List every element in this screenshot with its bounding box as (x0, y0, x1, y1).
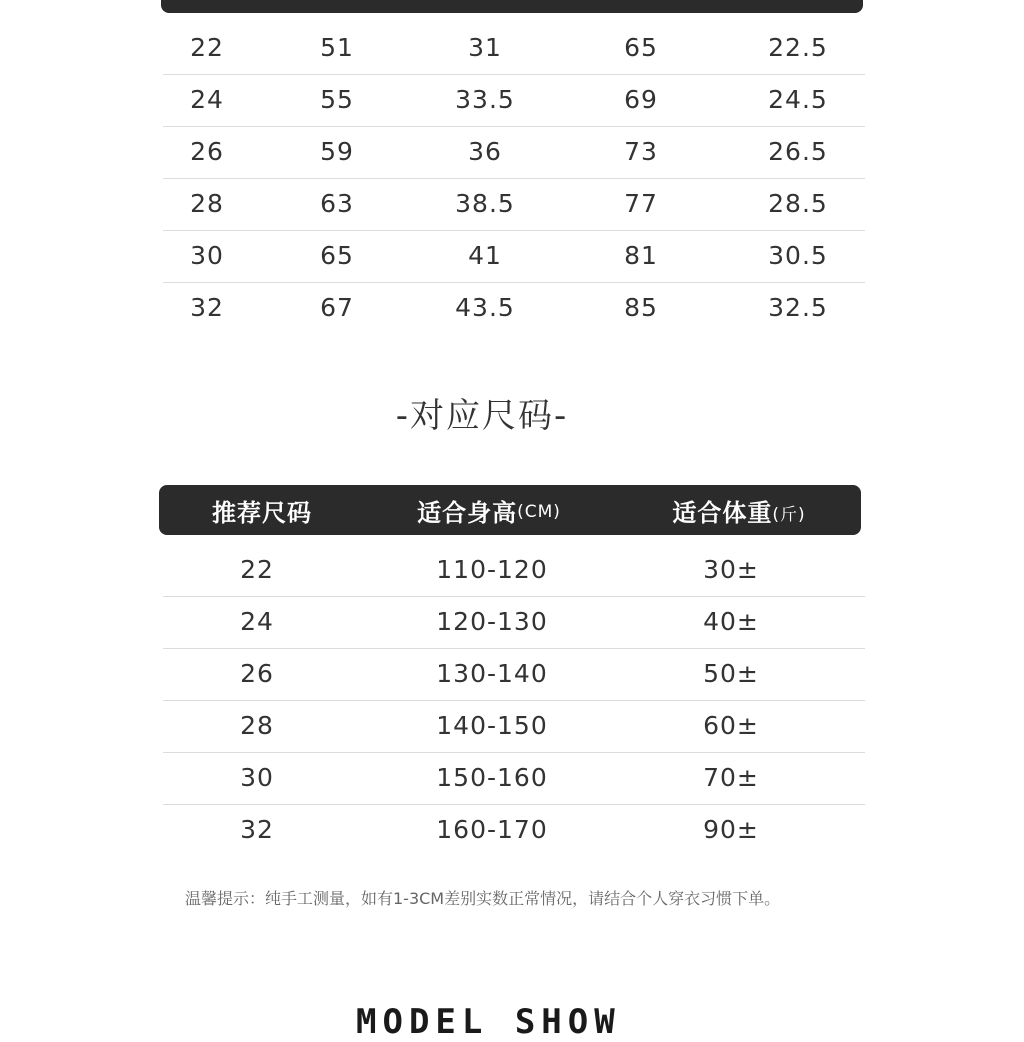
table-row (163, 804, 865, 856)
table-cell: 55 (320, 85, 354, 114)
table-row (163, 178, 865, 231)
table-cell: 28 (240, 711, 274, 740)
table-cell: 73 (624, 137, 658, 166)
table-cell: 28.5 (768, 189, 828, 218)
table-cell: 120-130 (436, 607, 548, 636)
table-cell: 30± (703, 555, 759, 584)
header-cell-weight (659, 485, 819, 535)
header-label: 推荐尺码 (212, 498, 312, 527)
table-cell: 140-150 (436, 711, 548, 740)
reco-table-header (159, 485, 861, 535)
header-label: 适合体重 (672, 498, 773, 527)
table-cell: 40± (703, 607, 759, 636)
table-cell: 60± (703, 711, 759, 740)
table-cell: 22 (240, 555, 274, 584)
table-cell: 150-160 (436, 763, 548, 792)
table-cell: 26 (190, 137, 224, 166)
table-cell: 32 (190, 293, 224, 322)
table-cell: 32 (240, 815, 274, 844)
table-cell: 81 (624, 241, 658, 270)
header-cell-height (399, 485, 579, 535)
section-title: -对应尺码- (395, 396, 569, 436)
table-cell: 30 (240, 763, 274, 792)
table-cell: 24 (240, 607, 274, 636)
header-unit: (CM) (517, 502, 561, 522)
size-table-header (161, 0, 863, 13)
measurement-tip: 温馨提示：纯手工测量，如有1-3CM差别实数正常情况，请结合个人穿衣习惯下单。 (185, 889, 781, 908)
table-cell: 32.5 (768, 293, 828, 322)
table-cell: 160-170 (436, 815, 548, 844)
table-row (163, 230, 865, 283)
table-cell: 51 (320, 33, 354, 62)
table-cell: 28 (190, 189, 224, 218)
table-cell: 69 (624, 85, 658, 114)
header-cell-size (159, 485, 365, 535)
table-cell: 85 (624, 293, 658, 322)
table-cell: 36 (468, 137, 502, 166)
table-row (163, 752, 865, 805)
table-cell: 22 (190, 33, 224, 62)
table-cell: 38.5 (455, 189, 515, 218)
table-cell: 41 (468, 241, 502, 270)
table-cell: 65 (624, 33, 658, 62)
table-cell: 63 (320, 189, 354, 218)
table-cell: 70± (703, 763, 759, 792)
table-row (163, 282, 865, 334)
table-row (163, 126, 865, 179)
table-row (163, 700, 865, 753)
table-cell: 22.5 (768, 33, 828, 62)
table-cell: 67 (320, 293, 354, 322)
table-cell: 77 (624, 189, 658, 218)
table-cell: 59 (320, 137, 354, 166)
table-cell: 26 (240, 659, 274, 688)
table-cell: 30.5 (768, 241, 828, 270)
table-row (163, 648, 865, 701)
table-cell: 26.5 (768, 137, 828, 166)
model-show-title: MODEL SHOW (356, 1002, 621, 1042)
table-cell: 110-120 (436, 555, 548, 584)
table-cell: 65 (320, 241, 354, 270)
table-cell: 31 (468, 33, 502, 62)
table-cell: 30 (190, 241, 224, 270)
table-cell: 130-140 (436, 659, 548, 688)
table-row (163, 74, 865, 127)
table-cell: 33.5 (455, 85, 515, 114)
table-cell: 50± (703, 659, 759, 688)
table-row (163, 596, 865, 649)
table-cell: 90± (703, 815, 759, 844)
table-cell: 24 (190, 85, 224, 114)
header-label: 适合身高 (417, 498, 518, 527)
table-row (163, 22, 865, 75)
table-cell: 43.5 (455, 293, 515, 322)
header-unit: (斤) (772, 504, 806, 525)
table-cell: 24.5 (768, 85, 828, 114)
table-row (163, 544, 865, 597)
